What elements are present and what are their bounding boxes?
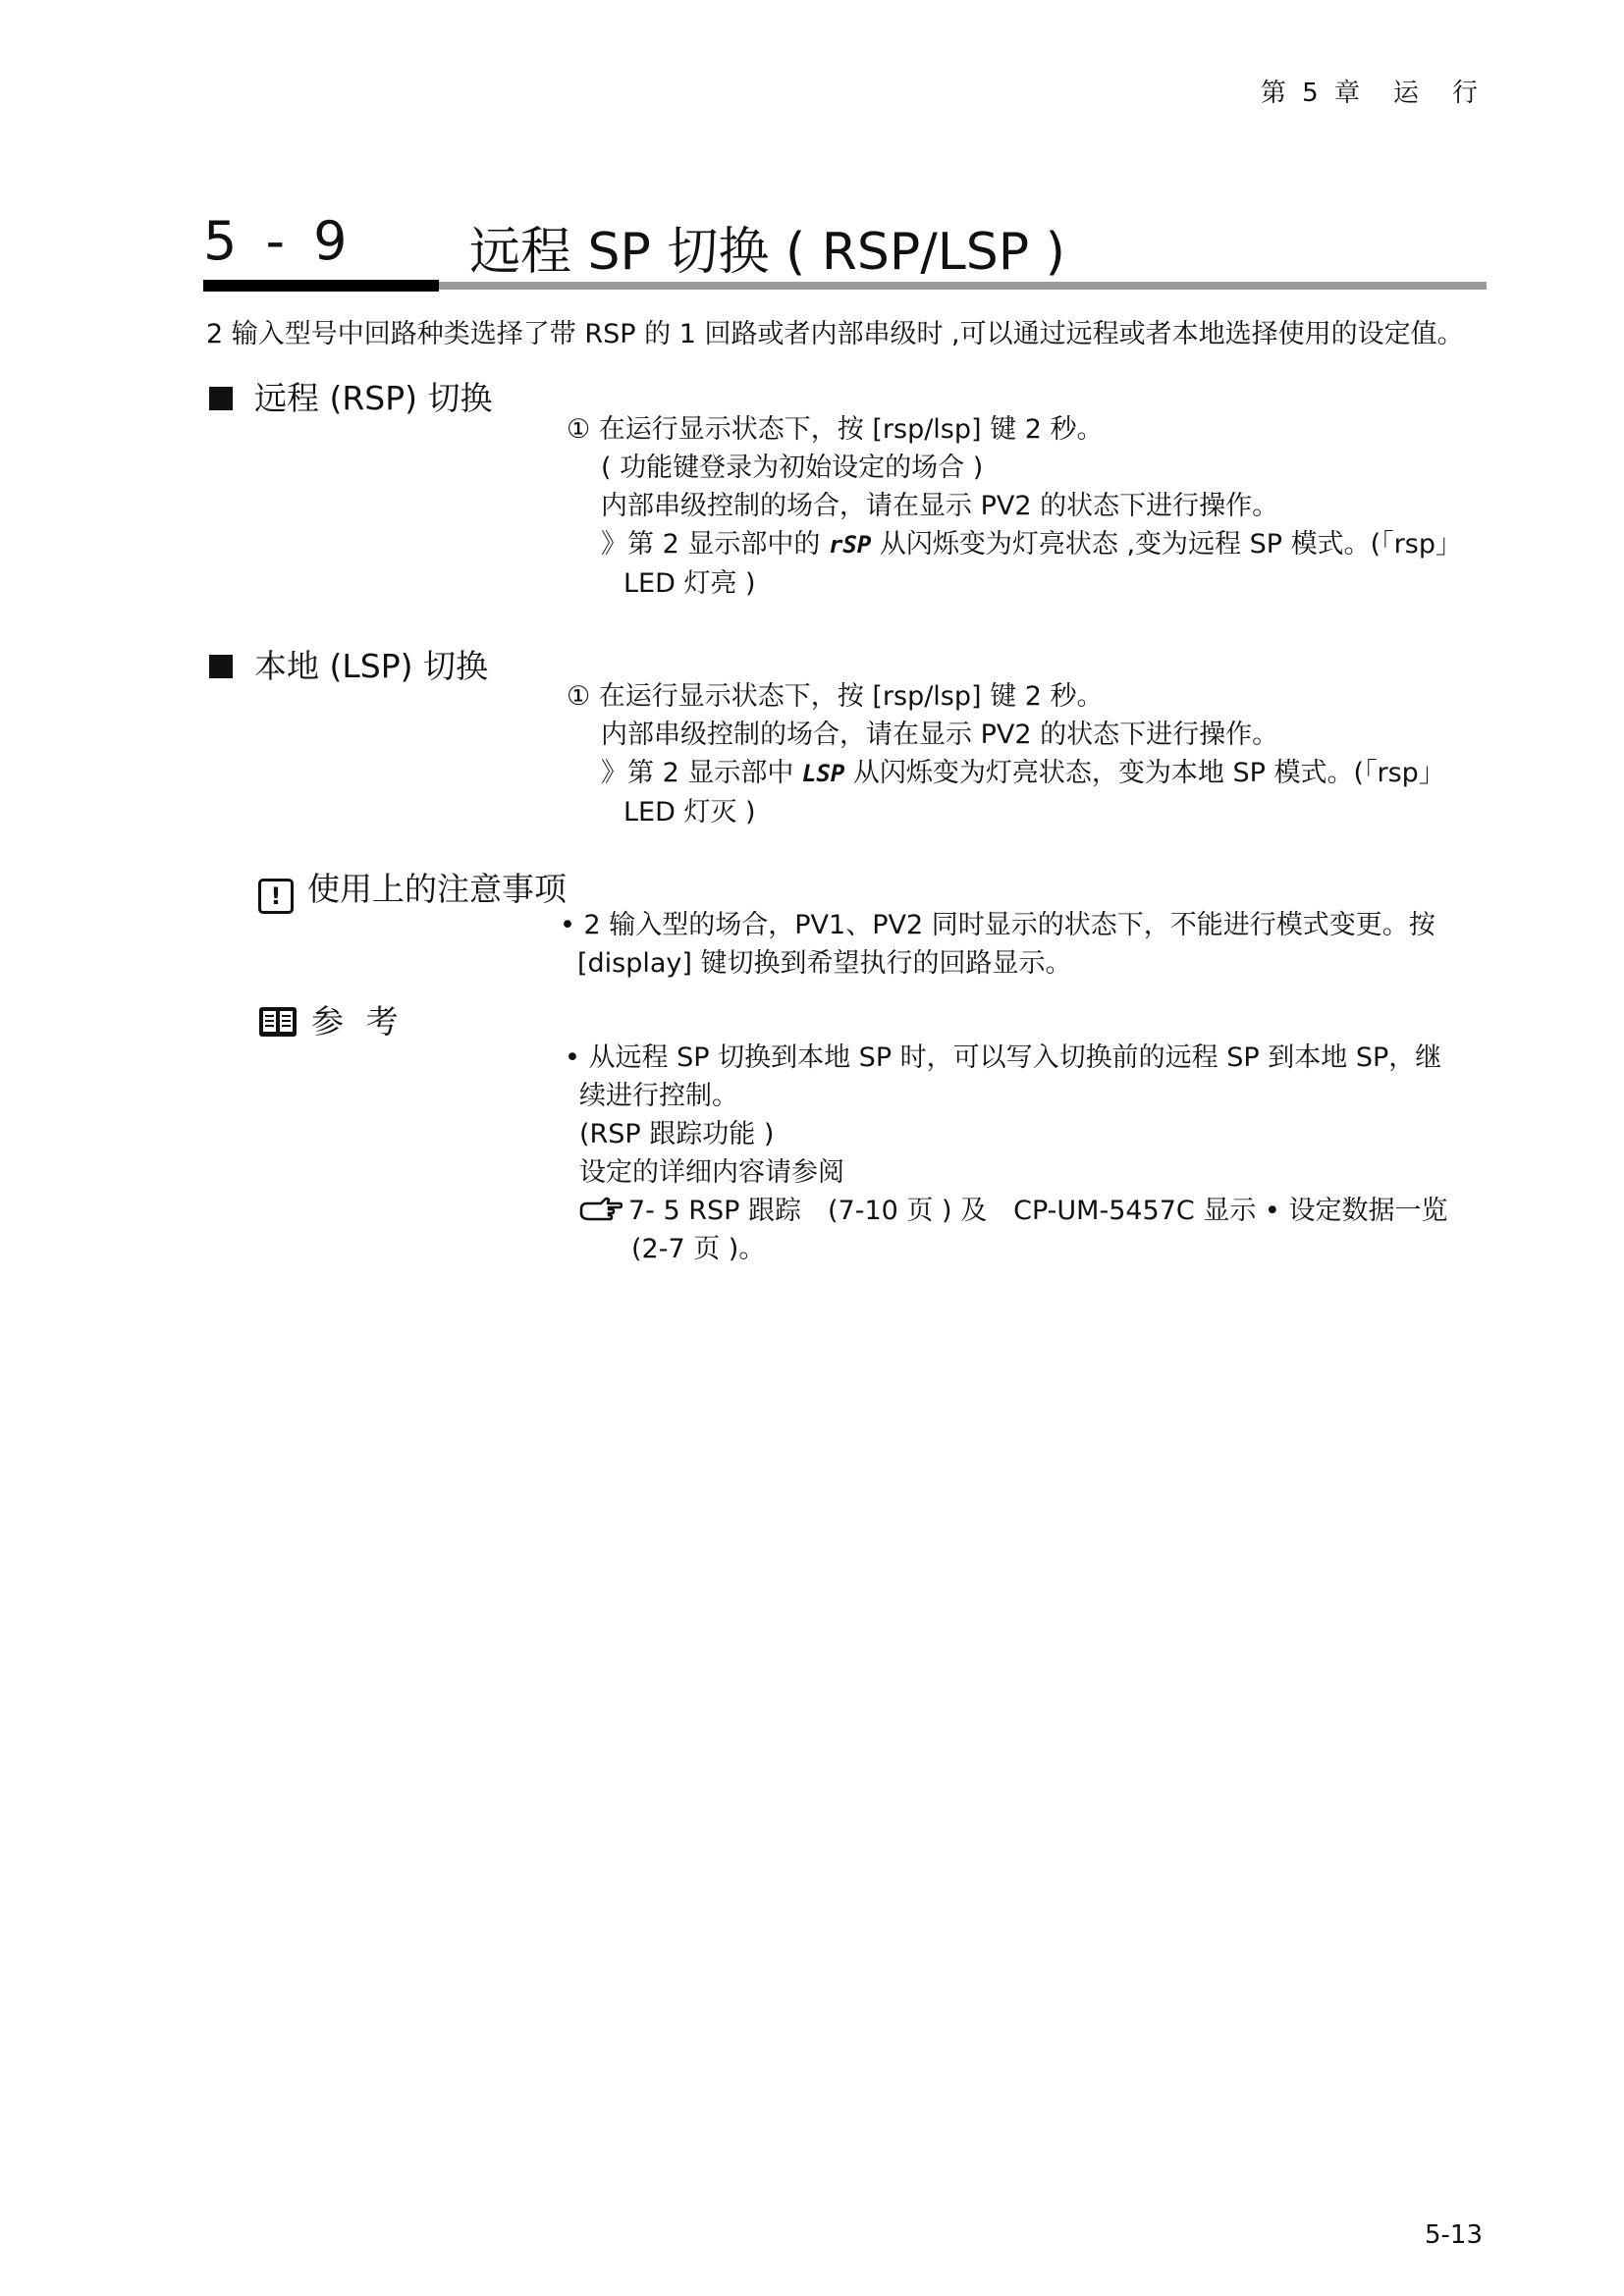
lsp-line-3: 》第 2 显示部中 LSP 从闪烁变为灯亮状态，变为本地 SP 模式。(「rsp」 xyxy=(601,758,1445,788)
rsp-line-4: 》第 2 显示部中的 rSP 从闪烁变为灯亮状态 ,变为远程 SP 模式。(「rsp」 xyxy=(601,529,1462,560)
title-rule-light xyxy=(439,282,1487,290)
rsp-line-3: 内部串级控制的场合，请在显示 PV2 的状态下进行操作。 xyxy=(601,491,1279,521)
lsp-steps xyxy=(567,677,1445,831)
lcd-lsp-indicator: LSP xyxy=(801,760,845,787)
square-bullet-icon xyxy=(209,655,233,678)
page-number: 5-13 xyxy=(1424,2220,1483,2250)
caution-line-1: • 2 输入型的场合，PV1、PV2 同时显示的状态下，不能进行模式变更。按 xyxy=(560,910,1435,940)
lsp-heading: 本地 (LSP) 切换 xyxy=(209,641,488,687)
lsp-line-4: LED 灯灭 ) xyxy=(623,797,756,828)
rsp-line-5: LED 灯亮 ) xyxy=(623,568,756,599)
reference-line-1: • 从远程 SP 切换到本地 SP 时，可以写入切换前的远程 SP 到本地 SP，继 xyxy=(565,1042,1442,1073)
title-rule-dark xyxy=(203,280,439,292)
caution-line-2: [display] 键切换到希望执行的回路显示。 xyxy=(577,948,1072,979)
lsp-line-2: 内部串级控制的场合，请在显示 PV2 的状态下进行操作。 xyxy=(601,720,1279,750)
caution-heading: ! 使用上的注意事项 xyxy=(258,864,567,914)
rsp-line-2: ( 功能键登录为初始设定的场合 ) xyxy=(601,453,984,483)
rsp-heading: 远程 (RSP) 切换 xyxy=(209,373,493,419)
reference-line-5: 7- 5 RSP 跟踪 (7-10 页 ) 及 CP-UM-5457C 显示 • 设定数据一览 xyxy=(565,1192,1447,1230)
notice-icon: ! xyxy=(258,879,294,914)
reference-heading: 参 考 xyxy=(258,996,405,1042)
square-bullet-icon xyxy=(209,387,233,410)
reference-line-6: (2-7 页 )。 xyxy=(631,1234,766,1264)
book-icon xyxy=(258,1005,298,1039)
section-title: 远程 SP 切换 ( RSP/LSP ) xyxy=(469,223,1065,282)
section-number: 5 - 9 xyxy=(203,210,353,272)
reference-line-2: 续进行控制。 xyxy=(579,1081,738,1111)
intro-paragraph: 2 输入型号中回路种类选择了带 RSP 的 1 回路或者内部串级时 ,可以通过远程或者本地选择使用的设定值。 xyxy=(206,319,1464,349)
caution-body xyxy=(560,906,1435,983)
rsp-step-1: ① 在运行显示状态下，按 [rsp/lsp] 键 2 秒。 xyxy=(567,414,1104,445)
lcd-rsp-indicator: rSP xyxy=(828,531,872,559)
reference-body xyxy=(565,1039,1447,1268)
reference-line-4: 设定的详细内容请参阅 xyxy=(579,1157,844,1188)
lsp-step-1: ① 在运行显示状态下，按 [rsp/lsp] 键 2 秒。 xyxy=(567,681,1104,712)
pointing-hand-icon xyxy=(579,1196,623,1223)
reference-line-3: (RSP 跟踪功能 ) xyxy=(579,1119,775,1149)
rsp-steps xyxy=(567,410,1462,603)
chapter-header: 第 5 章 运 行 xyxy=(1260,79,1482,108)
